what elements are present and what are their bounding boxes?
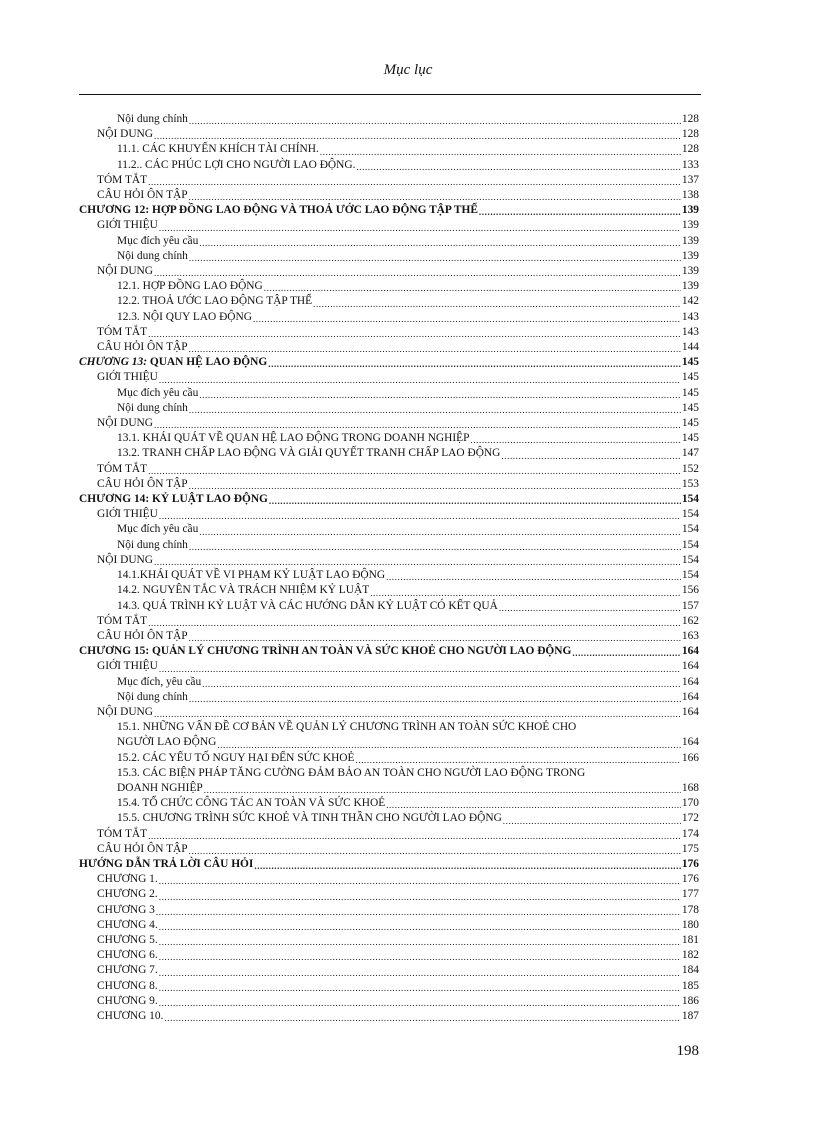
toc-label: CHƯƠNG 7.: [97, 964, 158, 977]
toc-label: Nội dung chính: [117, 113, 188, 125]
toc-page: 154: [681, 493, 699, 506]
toc-page: 154: [681, 523, 699, 536]
toc-chapter-entry[interactable]: [79, 857, 699, 872]
dot-leader: [470, 434, 680, 446]
toc-entry[interactable]: [79, 827, 699, 842]
dot-leader: [199, 526, 681, 538]
toc-label: Mục đích, yêu cầu: [117, 675, 202, 688]
toc-entry[interactable]: [79, 811, 699, 826]
dot-leader: [148, 617, 681, 629]
toc-page: 147: [681, 447, 699, 460]
dot-leader: [148, 465, 681, 477]
toc-page: 163: [681, 629, 699, 642]
toc-entry[interactable]: [79, 173, 699, 188]
dot-leader: [154, 419, 681, 431]
toc-entry[interactable]: [79, 735, 699, 750]
dot-leader: [199, 389, 681, 401]
dot-leader: [159, 967, 681, 979]
toc-chapter-entry[interactable]: [79, 355, 699, 370]
toc-entry[interactable]: [79, 629, 699, 644]
dot-leader: [264, 282, 681, 294]
toc-page: 176: [681, 857, 699, 870]
toc-page: 184: [681, 964, 699, 977]
toc-entry[interactable]: [79, 477, 699, 492]
toc-entry[interactable]: [79, 462, 699, 477]
toc-entry[interactable]: [79, 264, 699, 279]
toc-label: Nội dung chính: [117, 538, 188, 551]
dot-leader: [189, 632, 681, 644]
toc-label: HƯỚNG DẪN TRẢ LỜI CÂU HỎI: [79, 857, 254, 870]
toc-page: 164: [681, 705, 699, 718]
toc-entry[interactable]: [79, 796, 699, 811]
toc-label: 14.1.KHÁI QUÁT VỀ VI PHẠM KỶ LUẬT LAO ĐỘNG: [117, 569, 386, 582]
toc-page: 152: [681, 462, 699, 475]
toc-chapter-entry[interactable]: [79, 644, 699, 659]
toc-entry[interactable]: [79, 568, 699, 583]
toc-page: 145: [681, 371, 699, 384]
dot-leader: [154, 708, 681, 720]
toc-entry[interactable]: [79, 158, 699, 173]
toc-page: 153: [681, 477, 699, 490]
toc-entry[interactable]: [79, 1009, 699, 1024]
dot-leader: [370, 587, 681, 599]
dot-leader: [159, 951, 681, 963]
toc-page: 157: [681, 599, 699, 612]
toc-entry[interactable]: [79, 675, 699, 690]
toc-page: 187: [681, 1009, 699, 1022]
toc-label: CHƯƠNG 8.: [97, 979, 158, 992]
toc-label: CHƯƠNG 14: KỶ LUẬT LAO ĐỘNG: [79, 493, 268, 506]
toc-entry[interactable]: [79, 553, 699, 568]
toc-page: 182: [681, 949, 699, 962]
toc-label: 12.2. THOẢ ƯỚC LAO ĐỘNG TẬP THỂ: [117, 295, 313, 308]
dot-leader: [268, 358, 681, 370]
toc-label: 15.2. CÁC YẾU TỐ NGUY HẠI ĐẾN SỨC KHOẺ: [117, 751, 355, 764]
toc-entry[interactable]: [79, 842, 699, 857]
dot-leader: [154, 130, 681, 142]
toc-label: CHƯƠNG 9.: [97, 994, 158, 1007]
toc-page: 145: [681, 356, 699, 369]
toc-page: 168: [681, 781, 699, 794]
toc-label-italic: CHƯƠNG 13:: [79, 356, 147, 369]
dot-leader: [199, 237, 681, 249]
toc-label: TÓM TẮT: [97, 827, 148, 840]
toc-page: 154: [681, 508, 699, 521]
dot-leader: [159, 982, 681, 994]
toc-entry[interactable]: [79, 903, 699, 918]
toc-entry[interactable]: [79, 294, 699, 309]
dot-leader: [159, 921, 681, 933]
dot-leader: [253, 313, 681, 325]
toc-label: CÂU HỎI ÔN TẬP: [97, 629, 188, 642]
toc-label: 15.5. CHƯƠNG TRÌNH SỨC KHOẺ VÀ TINH THẦN CHO NGƯỜI LAO ĐỘNG: [117, 812, 502, 825]
table-of-contents: [79, 112, 699, 1024]
toc-entry[interactable]: [79, 446, 699, 461]
toc-page: 137: [681, 173, 699, 186]
dot-leader: [148, 176, 681, 188]
dot-leader: [269, 495, 681, 507]
toc-label: GIỚI THIỆU: [97, 219, 158, 232]
toc-entry[interactable]: [79, 431, 699, 446]
toc-page: 139: [681, 280, 699, 293]
toc-label: GIỚI THIỆU: [97, 660, 158, 673]
toc-page: 185: [681, 979, 699, 992]
toc-entry[interactable]: [79, 583, 699, 598]
toc-entry[interactable]: [79, 781, 699, 796]
toc-entry[interactable]: [79, 614, 699, 629]
toc-page: 139: [681, 234, 699, 247]
toc-entry[interactable]: [79, 948, 699, 963]
toc-page: 154: [681, 569, 699, 582]
dot-leader: [189, 541, 681, 553]
dot-leader: [159, 374, 681, 386]
dot-leader: [320, 146, 681, 158]
toc-label: Mục đích yêu cầu: [117, 234, 199, 247]
toc-label: CÂU HỎI ÔN TẬP: [97, 189, 188, 202]
toc-entry[interactable]: [79, 386, 699, 401]
toc-label: CHƯƠNG 1.: [97, 873, 158, 886]
dot-leader: [189, 115, 681, 127]
toc-page: 172: [681, 812, 699, 825]
dot-leader: [202, 678, 681, 690]
page-number: 198: [676, 1043, 699, 1059]
dot-leader: [189, 252, 681, 264]
toc-page: 164: [681, 690, 699, 703]
toc-label: CHƯƠNG 15: QUẢN LÝ CHƯƠNG TRÌNH AN TOÀN VÀ SỨC KHOẺ CHO NGƯỜI LAO ĐỘNG: [79, 645, 572, 658]
toc-entry[interactable]: [79, 340, 699, 355]
dot-leader: [572, 647, 681, 659]
dot-leader: [189, 480, 681, 492]
toc-entry[interactable]: [79, 933, 699, 948]
dot-leader: [479, 206, 681, 218]
toc-label: 15.4. TỔ CHỨC CÔNG TÁC AN TOÀN VÀ SỨC KHOẺ: [117, 797, 386, 810]
toc-page: 128: [681, 143, 699, 156]
toc-label: 12.3. NỘI QUY LAO ĐỘNG: [117, 310, 252, 323]
dot-leader: [159, 510, 681, 522]
toc-page: 178: [681, 903, 699, 916]
dot-leader: [204, 784, 681, 796]
toc-label: CHƯƠNG 3: [97, 903, 155, 916]
dot-leader: [217, 739, 681, 751]
toc-entry[interactable]: [79, 279, 699, 294]
dot-leader: [159, 997, 681, 1009]
running-header-title: Mục lục: [383, 62, 433, 78]
toc-chapter-entry[interactable]: [79, 492, 699, 507]
toc-page: 133: [681, 158, 699, 171]
toc-label: [79, 355, 267, 370]
toc-entry[interactable]: [79, 705, 699, 720]
toc-entry[interactable]: [79, 416, 699, 431]
dot-leader: [154, 556, 681, 568]
toc-page: 154: [681, 538, 699, 551]
dot-leader: [356, 754, 681, 766]
dot-leader: [386, 799, 681, 811]
toc-label-rest: QUAN HỆ LAO ĐỘNG: [147, 356, 268, 369]
toc-entry[interactable]: [79, 249, 699, 264]
dot-leader: [254, 860, 681, 872]
toc-page: 177: [681, 888, 699, 901]
toc-page: 128: [681, 113, 699, 125]
toc-page: 164: [681, 736, 699, 749]
toc-entry[interactable]: [79, 887, 699, 902]
toc-page: 139: [681, 265, 699, 278]
toc-page: 139: [681, 249, 699, 262]
toc-label: CHƯƠNG 2.: [97, 888, 158, 901]
toc-label: Nội dung chính: [117, 690, 188, 703]
dot-leader: [386, 571, 681, 583]
toc-page: 166: [681, 751, 699, 764]
toc-entry-line1[interactable]: 15.3. CÁC BIỆN PHÁP TĂNG CƯỜNG ĐẢM BẢO AN TOÀN CHO NGƯỜI LAO ĐỘNG TRONG: [117, 766, 586, 779]
toc-label: 14.2. NGUYÊN TẮC VÀ TRÁCH NHIỆM KỶ LUẬT: [117, 584, 370, 597]
dot-leader: [148, 830, 681, 842]
dot-leader: [159, 222, 681, 234]
toc-entry-line1[interactable]: 15.1. NHỮNG VẤN ĐỀ CƠ BẢN VỀ QUẢN LÝ CHƯƠNG TRÌNH AN TOÀN SỨC KHOẺ CHO: [117, 721, 577, 734]
toc-page: 138: [681, 189, 699, 202]
toc-entry[interactable]: [79, 325, 699, 340]
toc-label: CHƯƠNG 5.: [97, 933, 158, 946]
toc-page: 186: [681, 994, 699, 1007]
toc-label: GIỚI THIỆU: [97, 508, 158, 521]
toc-entry[interactable]: [79, 234, 699, 249]
toc-label: 11.2.. CÁC PHÚC LỢI CHO NGƯỜI LAO ĐỘNG.: [117, 158, 356, 171]
toc-label: TÓM TẮT: [97, 173, 148, 186]
toc-page: 174: [681, 827, 699, 840]
toc-entry[interactable]: [79, 507, 699, 522]
toc-label: CÂU HỎI ÔN TẬP: [97, 341, 188, 354]
toc-label: 14.3. QUÁ TRÌNH KỶ LUẬT VÀ CÁC HƯỚNG DẪN KỶ LUẬT CÓ KẾT QUẢ: [117, 599, 498, 612]
dot-leader: [159, 891, 681, 903]
toc-entry[interactable]: [79, 994, 699, 1009]
toc-page: 156: [681, 584, 699, 597]
toc-page: 143: [681, 310, 699, 323]
toc-page: 145: [681, 386, 699, 399]
toc-label: NỘI DUNG: [97, 417, 153, 430]
toc-page: 170: [681, 797, 699, 810]
toc-page: 145: [681, 417, 699, 430]
toc-label: CHƯƠNG 6.: [97, 949, 158, 962]
toc-page: 181: [681, 933, 699, 946]
toc-entry[interactable]: [79, 538, 699, 553]
toc-entry[interactable]: [79, 522, 699, 537]
toc-label: NGƯỜI LAO ĐỘNG: [117, 736, 217, 749]
dot-leader: [189, 191, 681, 203]
toc-label: CHƯƠNG 4.: [97, 918, 158, 931]
toc-page: 164: [681, 645, 699, 658]
toc-entry[interactable]: [79, 918, 699, 933]
toc-label: Nội dung chính: [117, 401, 188, 414]
dot-leader: [148, 328, 681, 340]
toc-page: 144: [681, 341, 699, 354]
dot-leader: [189, 845, 681, 857]
toc-entry[interactable]: [79, 218, 699, 233]
toc-entry[interactable]: [79, 401, 699, 416]
toc-label: GIỚI THIỆU: [97, 371, 158, 384]
toc-entry[interactable]: [79, 963, 699, 978]
toc-label: TÓM TẮT: [97, 325, 148, 338]
toc-page: 164: [681, 675, 699, 688]
toc-entry[interactable]: [79, 659, 699, 674]
toc-entry[interactable]: [79, 599, 699, 614]
toc-entry[interactable]: [79, 370, 699, 385]
toc-label: NỘI DUNG: [97, 128, 153, 141]
toc-entry[interactable]: [79, 127, 699, 142]
toc-label: 11.1. CÁC KHUYẾN KHÍCH TÀI CHÍNH.: [117, 143, 319, 156]
dot-leader: [503, 815, 681, 827]
toc-page: 145: [681, 401, 699, 414]
toc-entry[interactable]: [79, 872, 699, 887]
toc-page: 162: [681, 614, 699, 627]
dot-leader: [154, 267, 681, 279]
toc-label: TÓM TẮT: [97, 614, 148, 627]
toc-label: Mục đích yêu cầu: [117, 386, 199, 399]
toc-label: CÂU HỎI ÔN TẬP: [97, 477, 188, 490]
toc-entry[interactable]: [79, 751, 699, 766]
toc-label: Mục đích yêu cầu: [117, 523, 199, 536]
dot-leader: [159, 936, 681, 948]
toc-label: DOANH NGHIỆP: [117, 781, 203, 794]
toc-entry[interactable]: [79, 188, 699, 203]
dot-leader: [499, 602, 681, 614]
toc-page: 143: [681, 325, 699, 338]
toc-entry[interactable]: [79, 142, 699, 157]
toc-page: 154: [681, 553, 699, 566]
toc-label: NỘI DUNG: [97, 705, 153, 718]
toc-chapter-entry[interactable]: [79, 203, 699, 218]
toc-label: 12.1. HỢP ĐỒNG LAO ĐỘNG: [117, 280, 263, 293]
toc-label: CHƯƠNG 12: HỢP ĐỒNG LAO ĐỘNG VÀ THOẢ ƯỚC LAO ĐỘNG TẬP THỂ: [79, 204, 478, 217]
toc-page: 176: [681, 873, 699, 886]
toc-page: 180: [681, 918, 699, 931]
dot-leader: [313, 298, 681, 310]
toc-label: CÂU HỎI ÔN TẬP: [97, 842, 188, 855]
toc-label: 13.2. TRANH CHẤP LAO ĐỘNG VÀ GIẢI QUYẾT TRANH CHẤP LAO ĐỘNG: [117, 447, 501, 460]
toc-page: 142: [681, 295, 699, 308]
toc-entry[interactable]: [79, 310, 699, 325]
toc-entry[interactable]: [79, 979, 699, 994]
dot-leader: [164, 1012, 680, 1024]
toc-label: 13.1. KHÁI QUÁT VỀ QUAN HỆ LAO ĐỘNG TRONG DOANH NGHIỆP: [117, 432, 470, 445]
dot-leader: [189, 343, 681, 355]
toc-label: TÓM TẮT: [97, 462, 148, 475]
dot-leader: [159, 875, 681, 887]
toc-page: 164: [681, 660, 699, 673]
toc-page: 139: [681, 219, 699, 232]
dot-leader: [356, 161, 680, 173]
header-rule: [79, 94, 701, 95]
toc-page: 175: [681, 842, 699, 855]
toc-page: 139: [681, 204, 699, 217]
toc-page: 145: [681, 432, 699, 445]
toc-label: NỘI DUNG: [97, 265, 153, 278]
toc-label: Nội dung chính: [117, 249, 188, 262]
dot-leader: [189, 404, 681, 416]
dot-leader: [159, 663, 681, 675]
toc-page: 128: [681, 128, 699, 141]
dot-leader: [156, 906, 681, 918]
toc-entry[interactable]: [79, 112, 699, 127]
toc-label: CHƯƠNG 10.: [97, 1009, 164, 1022]
dot-leader: [501, 450, 681, 462]
toc-entry[interactable]: [79, 690, 699, 705]
toc-label: NỘI DUNG: [97, 553, 153, 566]
dot-leader: [189, 693, 681, 705]
